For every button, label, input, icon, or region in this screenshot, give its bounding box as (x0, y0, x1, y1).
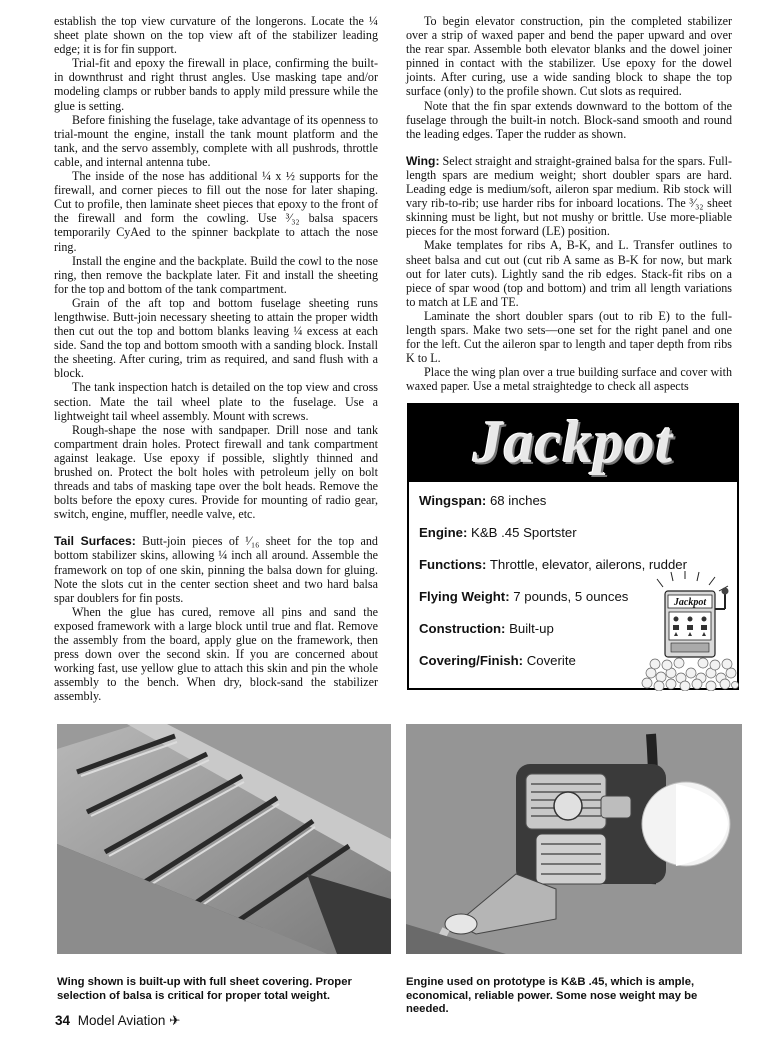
paragraph: Trial-fit and epoxy the firewall in place, confirming the built-in downthrust and right thrust angles. Use masking tape and/or modeling clamps or rubber bands to apply mild pressure while the glue is setting. (54, 56, 378, 113)
paragraph: Make templates for ribs A, B-K, and L. Transfer outlines to sheet balsa and cut out (cut rib A same as B-K for now, but mark out for later cuts). Lightly sand the rib edges. Stack-fit ribs on a piece of spar wood (top and bottom) and trim all length variations to match at LE and TE. (406, 238, 732, 309)
spec-value: Coverite (526, 653, 576, 668)
engine-photo (406, 724, 742, 954)
engine-photo-caption: Engine used on prototype is K&B .45, which is ample, economical, reliable power. Some nose weight may be needed. (406, 976, 698, 1015)
magazine-name: Model Aviation (77, 1013, 166, 1028)
wing-paragraph (406, 154, 732, 239)
spec-label: Engine: (419, 525, 468, 540)
section-heading-tail-surfaces: Tail Surfaces: (54, 534, 136, 549)
spec-value: Throttle, elevator, ailerons, rudder (489, 557, 688, 572)
paragraph: Grain of the aft top and bottom fuselage sheeting runs lengthwise. Butt-join necessary sheeting to attain the proper width then cut out the top and bottom blanks leaving ¼ excess at each side. Sand the top and bottom smooth with a sanding block. Install the sheeting. After curing, trim as required, and sand flush with a block. (54, 295, 378, 381)
spec-row-engine (419, 525, 577, 541)
paragraph-text: Butt-join pieces of ¹⁄₁₆ sheet for the top and bottom stabilizer skins, allowing ¼ inch all around. Assemble the framework on top of one skin, pinning the balsa down for gluing. Note the slots cut in the center section sheet and two hard balsa spar doublers for fin posts. (54, 534, 378, 605)
wing-photo-caption: Wing shown is built-up with full sheet covering. Proper selection of balsa is critical for proper total weight. (57, 976, 352, 1002)
spec-value: 68 inches (489, 493, 547, 508)
paragraph: To begin elevator construction, pin the completed stabilizer over a strip of waxed paper and bend the paper upward and over the rear spar. Assemble both elevator blanks and the dowel joiner pinned in contact with the stabilizer. Use epoxy for the dowel joints. After curing, use a wide sanding block to shape the top surface (only) to the profile shown. Cut slots as required. (406, 14, 732, 99)
article-right-column (406, 14, 732, 393)
wing-structure-illustration (57, 724, 391, 954)
paragraph: Rough-shape the nose with sandpaper. Drill nose and tank compartment drain holes. Protect firewall and tank compartment against leakage. Use epoxy if possible, slightly thinned and brushed on. Protect the bolt holes with petroleum jelly on bolt threads and tabs of masking tape over the bolt heads. Remove the bolts before the epoxy cures. Provide for mounting of radio gear, switch, engine, muffler, needle valve, etc. (54, 422, 378, 522)
paragraph: The tank inspection hatch is detailed on the top view and cross section. Mate the tail wheel plate to the fuselage. Use a lightweight tail wheel assembly. Mount with screws. (54, 380, 378, 423)
paragraph: Install the engine and the backplate. Build the cowl to the nose ring, then remove the backplate later. Fit and install the sheeting for the top and bottom of the tank compartment. (54, 253, 378, 296)
engine-illustration (406, 724, 742, 954)
spec-value: Built-up (509, 621, 554, 636)
paragraph-text: Select straight and straight-grained balsa for the spars. Full-length spars are medium weight; short doubler spars are hard. Leading edge is medium/soft, aileron spar medium. Rib stock will vary rib-to-rib; use harder ribs for inboard locations. The ³⁄₃₂ sheet skinning must be light, but not mushy or brittle. Use more-pliable pieces for the most forward (LE) position. (406, 153, 732, 239)
paragraph: Place the wing plan over a true building surface and cover with waxed paper. Use a metal straightedge to check all aspects (406, 365, 732, 394)
spec-row-construction (419, 621, 554, 637)
spec-row-covering (419, 653, 576, 669)
spec-row-flying-weight (419, 589, 628, 605)
spec-value: K&B .45 Sportster (471, 525, 577, 540)
spec-box (407, 403, 739, 690)
spec-label: Covering/Finish: (419, 653, 524, 668)
slot-machine-illustration (641, 569, 739, 691)
paragraph: When the glue has cured, remove all pins and sand the exposed framework with a large block until true and flat. Remove the assembly from the board, apply glue on the framework, then press down over the second skin. If you are concerned about working fast, use yellow glue to attach this skin and pin the whole assembly to the bench. When dry, block-sand the stabilizer assembly. (54, 604, 378, 704)
paragraph: The inside of the nose has additional ¼ x ½ supports for the firewall, and corner pieces to fill out the nose for later shaping. Cut to profile, then laminate sheet pieces that epoxy to the front of the firewall and form the cowling. Use ³⁄₃₂ balsa spacers temporarily CyAed to the spinner backplate to attach the nose ring. (54, 169, 378, 254)
spec-title-banner (409, 405, 737, 482)
paragraph: Laminate the short doubler spars (out to rib E) to the full-length spars. Make two sets—one set for the right panel and one for the left. Cut the aileron spar to length and taper depth from ribs K to L. (406, 308, 732, 366)
page-number: 34 (55, 1013, 71, 1028)
paragraph: Note that the fin spar extends downward to the bottom of the fuselage through the built-in notch. Block-sand smooth and round the leading edges. Taper the rudder as shown. (406, 98, 732, 141)
slot-machine-label: Jackpot (673, 597, 707, 608)
paragraph: establish the top view curvature of the longerons. Locate the ¼ sheet plate shown on the top view aft of the stabilizer leading edge; it is for fin support. (54, 14, 378, 57)
article-left-column (54, 14, 378, 704)
spec-title: Jackpot (472, 409, 674, 475)
spec-label: Wingspan: (419, 493, 487, 508)
airplane-icon: ✈ (169, 1013, 181, 1028)
spec-label: Construction: (419, 621, 506, 636)
wing-photo (57, 724, 391, 954)
section-heading-wing: Wing: (406, 153, 440, 168)
tail-surfaces-paragraph (54, 534, 378, 604)
paragraph: Before finishing the fuselage, take advantage of its openness to trial-mount the engine, install the tank mount platform and the tank, and the servo assembly, complete with all pushrods, throttle cable, and internal antenna tube. (54, 112, 378, 169)
spec-label: Functions: (419, 557, 487, 572)
spec-label: Flying Weight: (419, 589, 510, 604)
page-footer (55, 1013, 180, 1029)
spec-value: 7 pounds, 5 ounces (513, 589, 629, 604)
spec-row-wingspan (419, 493, 546, 509)
